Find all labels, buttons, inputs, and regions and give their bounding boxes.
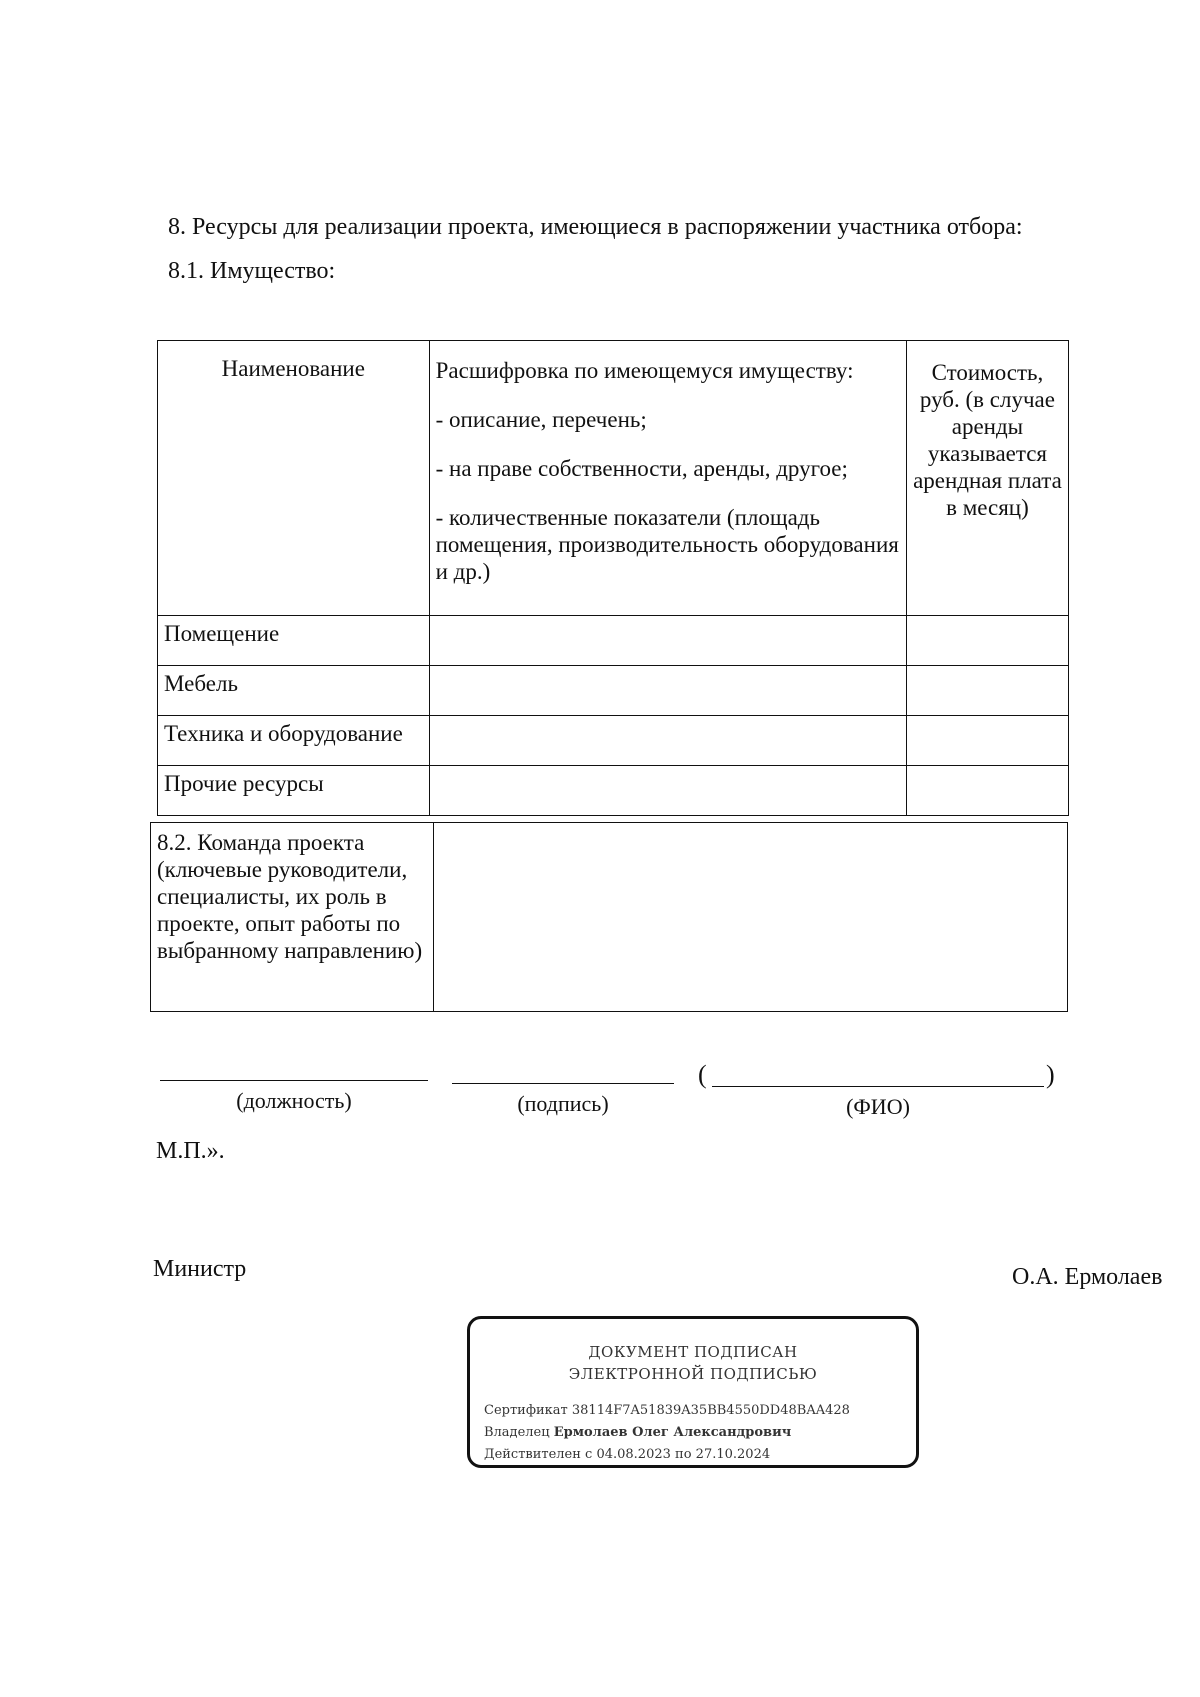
header-details-item: - описание, перечень; xyxy=(435,407,647,432)
stamp-valid-label: Действителен xyxy=(484,1447,581,1462)
stamp-certificate-value: 38114F7A51839A35BB4550DD48BAA428 xyxy=(571,1403,850,1418)
stamp-valid-to: 27.10.2024 xyxy=(695,1447,771,1462)
table-row xyxy=(158,766,1069,816)
stamp-owner-label: Владелец xyxy=(484,1425,550,1440)
fio-label: (ФИО) xyxy=(846,1094,910,1119)
table-row xyxy=(158,716,1069,766)
stamp-certificate-row xyxy=(484,1403,850,1418)
row-details-cell[interactable] xyxy=(429,666,906,716)
seal-mark: М.П.». xyxy=(156,1138,225,1164)
team-label-cell: 8.2. Команда проекта (ключевые руководители, специалисты, их роль в проекте, опыт работы по выбранному направлению) xyxy=(151,823,434,1012)
header-cost-cell xyxy=(906,341,1068,616)
fio-line xyxy=(712,1086,1044,1087)
stamp-valid-row xyxy=(484,1447,770,1462)
row-cost-cell[interactable] xyxy=(906,766,1068,816)
stamp-title-line1: ДОКУМЕНТ ПОДПИСАН xyxy=(588,1343,798,1361)
stamp-owner-row xyxy=(484,1425,791,1440)
header-details-item: - на праве собственности, аренды, другое; xyxy=(435,456,848,481)
header-name-cell xyxy=(158,341,430,616)
fio-open-paren: ( xyxy=(698,1060,707,1089)
team-row xyxy=(151,823,1068,1012)
stamp-owner-value: Ермолаев Олег Александрович xyxy=(553,1425,792,1440)
property-table-header-row xyxy=(158,341,1069,616)
row-cost-cell[interactable] xyxy=(906,716,1068,766)
row-details-cell[interactable] xyxy=(429,766,906,816)
signature-line xyxy=(452,1083,674,1084)
row-cost-cell[interactable] xyxy=(906,666,1068,716)
table-row xyxy=(158,616,1069,666)
section-heading: 8. Ресурсы для реализации проекта, имеющиеся в распоряжении участника отбора: xyxy=(168,214,1023,240)
row-name-cell: Прочие ресурсы xyxy=(158,766,430,816)
stamp-valid-from-word: с xyxy=(585,1447,593,1462)
property-table xyxy=(157,340,1069,816)
fio-close-paren: ) xyxy=(1046,1060,1055,1089)
table-row xyxy=(158,666,1069,716)
footer-name: О.А. Ермолаев xyxy=(1012,1264,1163,1290)
row-details-cell[interactable] xyxy=(429,716,906,766)
stamp-title-line2: ЭЛЕКТРОННОЙ ПОДПИСЬЮ xyxy=(568,1365,818,1383)
stamp-certificate-label: Сертификат xyxy=(484,1403,568,1418)
position-line xyxy=(160,1080,428,1081)
row-details-cell[interactable] xyxy=(429,616,906,666)
signature-label: (подпись) xyxy=(517,1091,609,1116)
row-name-cell: Техника и оборудование xyxy=(158,716,430,766)
row-name-cell: Мебель xyxy=(158,666,430,716)
header-cost-label: Стоимость, руб. (в случае аренды указывается арендная плата в месяц) xyxy=(913,360,1062,520)
electronic-signature-stamp xyxy=(467,1316,919,1468)
position-label: (должность) xyxy=(236,1088,352,1113)
row-cost-cell[interactable] xyxy=(906,616,1068,666)
team-value-cell[interactable] xyxy=(434,823,1068,1012)
stamp-valid-from: 04.08.2023 xyxy=(596,1447,671,1462)
header-name-label: Наименование xyxy=(221,356,365,381)
footer-position: Министр xyxy=(153,1256,247,1282)
subsection-heading: 8.1. Имущество: xyxy=(168,258,336,284)
header-details-title: Расшифровка по имеющемуся имуществу: xyxy=(435,358,854,383)
header-details-cell xyxy=(429,341,906,616)
stamp-valid-to-word: по xyxy=(675,1447,692,1462)
team-table xyxy=(150,822,1068,1012)
header-details-item: - количественные показатели (площадь помещения, производительность оборудования и др.) xyxy=(435,505,899,584)
row-name-cell: Помещение xyxy=(158,616,430,666)
